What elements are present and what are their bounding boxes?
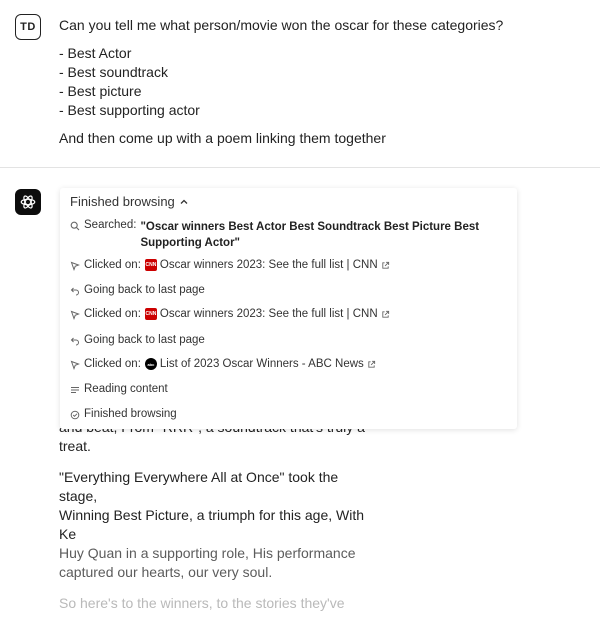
search-icon [68,219,82,233]
browsing-panel [60,188,517,429]
poem-paragraph [59,468,379,582]
cursor-icon [68,308,82,322]
step-label: Clicked on: [84,308,141,320]
step-label: Clicked on: [84,358,141,370]
cursor-icon [68,259,82,273]
browsing-step-back [68,334,205,348]
browsing-step-reading [68,383,168,397]
step-text: Finished browsing [84,408,177,420]
browsing-step-clicked [68,358,376,372]
assistant-message [59,418,379,625]
back-arrow-icon [68,334,82,348]
poem-line: "Everything Everywhere All at Once" took the stage, [59,469,339,504]
external-link-icon [381,310,390,319]
list-item: - Best picture [59,83,142,99]
chevron-up-icon [179,197,189,207]
list-item: - Best supporting actor [59,102,200,118]
list-item: - Best Actor [59,45,132,61]
external-link-icon [381,261,390,270]
user-question: Can you tell me what person/movie won the oscar for these categories? [59,17,504,33]
user-message [59,16,579,148]
cnn-favicon: CNN [145,308,157,320]
search-query: "Oscar winners Best Actor Best Soundtrack Best Picture Best Supporting Actor" [140,221,480,249]
user-followup: And then come up with a poem linking them together [59,130,386,146]
back-arrow-icon [68,284,82,298]
poem-line: captured our hearts, our very soul. [59,564,273,580]
link-title: Oscar winners 2023: See the full list | CNN [159,308,378,320]
link-title: Oscar winners 2023: See the full list | CNN [159,259,378,271]
cnn-favicon: CNN [145,259,157,271]
step-text: Going back to last page [84,284,205,296]
step-text: Reading content [84,383,168,395]
browsing-header-label: Finished browsing [70,194,175,209]
check-circle-icon [68,408,82,422]
poem-line: So here's to the winners, to the stories they've [59,595,345,611]
poem-line: Winning Best Picture, a triumph for this age, With Ke [59,507,365,542]
list-icon [68,383,82,397]
openai-logo-icon [19,193,37,211]
browsing-step-clicked [68,308,390,322]
user-avatar: TD [15,14,41,40]
category-list [59,44,579,120]
source-link[interactable] [145,308,390,320]
step-text: Going back to last page [84,334,205,346]
list-item: - Best soundtrack [59,64,168,80]
browsing-step-searched [68,219,530,251]
poem-paragraph [59,594,379,613]
browsing-step-back [68,284,205,298]
poem-line: Huy Quan in a supporting role, His performance [59,545,356,561]
message-divider [0,167,600,168]
source-link[interactable] [145,358,376,370]
cursor-icon [68,358,82,372]
step-label: Clicked on: [84,259,141,271]
link-title: List of 2023 Oscar Winners - ABC News [159,358,364,370]
browsing-step-clicked [68,259,390,273]
browsing-toggle[interactable] [70,194,189,209]
external-link-icon [367,360,376,369]
chatgpt-avatar [15,189,41,215]
source-link[interactable] [145,259,390,271]
step-label: Searched: [84,219,137,231]
abc-favicon: abc [145,358,157,370]
poem-line: treat. [59,438,91,454]
browsing-step-finished [68,408,177,422]
